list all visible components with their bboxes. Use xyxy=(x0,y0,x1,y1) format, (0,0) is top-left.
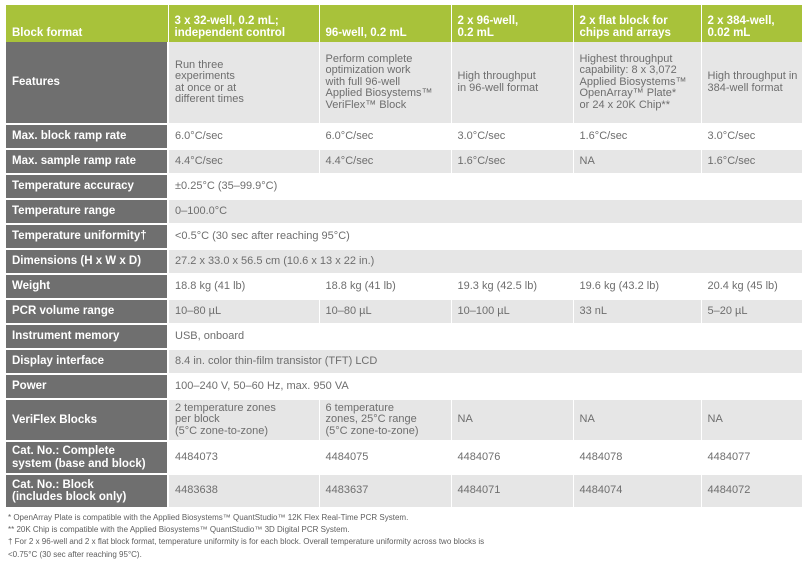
row-label-text: Temperature accuracy xyxy=(12,180,134,193)
row-label-text: Dimensions (H x W x D) xyxy=(12,255,142,268)
table-cell-text: 6.0°C/sec xyxy=(325,129,374,142)
column-header-text: 2 x 96-well, 0.2 mL xyxy=(457,15,519,39)
spanning-value-text: USB, onboard xyxy=(175,329,245,342)
footnotes xyxy=(8,512,788,561)
table-cell xyxy=(319,42,451,124)
table-cell xyxy=(451,42,573,124)
table-cell xyxy=(168,474,319,508)
table-cell xyxy=(451,124,573,149)
table-cell xyxy=(701,124,802,149)
header-corner-text: Block format xyxy=(12,27,83,39)
row-label-text: Cat. No.: Block (includes block only) xyxy=(12,478,127,503)
row-label-text: Max. block ramp rate xyxy=(12,130,127,143)
column-header-text: 3 x 32-well, 0.2 mL; independent control xyxy=(174,15,286,39)
table-cell xyxy=(701,441,802,474)
row-label-text: Instrument memory xyxy=(12,330,120,343)
table-cell-text: High throughput in 384-well format xyxy=(707,70,798,94)
table-row xyxy=(6,274,802,299)
table-row xyxy=(6,349,802,374)
table-cell-text: 4484078 xyxy=(579,450,623,463)
table-cell xyxy=(573,399,701,441)
spanning-value-text: 0–100.0°C xyxy=(175,204,228,217)
spanning-value xyxy=(168,199,802,224)
spec-table xyxy=(6,5,803,509)
table-cell xyxy=(168,124,319,149)
table-row xyxy=(6,199,802,224)
table-cell-text: 4484073 xyxy=(175,450,218,463)
row-label xyxy=(6,124,168,149)
table-cell-text: 2 temperature zones per block (5°C zone-to-zone) xyxy=(175,401,276,437)
row-label-text: Weight xyxy=(12,280,51,293)
table-cell-text: 19.3 kg (42.5 lb) xyxy=(457,279,537,292)
table-cell-text: 1.6°C/sec xyxy=(457,154,506,167)
row-label xyxy=(6,274,168,299)
table-cell xyxy=(319,149,451,174)
table-cell xyxy=(573,149,701,174)
table-cell xyxy=(451,149,573,174)
header-corner xyxy=(6,5,168,42)
table-cell xyxy=(319,299,451,324)
table-cell xyxy=(319,399,451,441)
table-cell xyxy=(319,274,451,299)
table-cell-text: Perform complete optimization work with full 96-well Applied Biosystems™ VeriFlex™ Block xyxy=(325,52,433,111)
table-cell xyxy=(573,474,701,508)
row-label xyxy=(6,474,168,508)
table-row xyxy=(6,124,802,149)
row-label xyxy=(6,374,168,399)
table-cell-text: 4484076 xyxy=(457,450,501,463)
row-label-text: PCR volume range xyxy=(12,305,115,318)
table-cell xyxy=(451,399,573,441)
table-cell-text: 5–20 µL xyxy=(707,304,748,317)
row-label xyxy=(6,324,168,349)
row-label xyxy=(6,249,168,274)
table-cell xyxy=(701,149,802,174)
table-cell-text: 6.0°C/sec xyxy=(175,129,223,142)
row-label xyxy=(6,174,168,199)
column-header-text: 96-well, 0.2 mL xyxy=(325,27,407,39)
table-cell-text: 4.4°C/sec xyxy=(325,154,374,167)
table-cell xyxy=(701,299,802,324)
row-label-text: Max. sample ramp rate xyxy=(12,155,137,168)
table-cell xyxy=(451,474,573,508)
table-cell xyxy=(573,42,701,124)
table-cell-text: 19.6 kg (43.2 lb) xyxy=(579,279,659,292)
spanning-value-text: 100–240 V, 50–60 Hz, max. 950 VA xyxy=(175,379,349,392)
spanning-value xyxy=(168,224,802,249)
row-label-text: Cat. No.: Complete system (base and block) xyxy=(12,445,146,470)
column-header-text: 2 x flat block for chips and arrays xyxy=(579,15,671,39)
row-label-text: VeriFlex Blocks xyxy=(12,413,98,426)
table-cell-text: 4484071 xyxy=(457,484,501,497)
table-cell xyxy=(701,474,802,508)
table-row xyxy=(6,299,802,324)
table-cell-text: 1.6°C/sec xyxy=(707,154,756,167)
table-row xyxy=(6,441,802,474)
table-cell-text: 1.6°C/sec xyxy=(579,129,628,142)
table-row xyxy=(6,42,802,124)
table-cell xyxy=(573,124,701,149)
table-cell xyxy=(451,441,573,474)
table-cell-text: 4484074 xyxy=(579,484,623,497)
spanning-value xyxy=(168,374,802,399)
table-cell-text: 6 temperature zones, 25°C range (5°C zone-to-zone) xyxy=(325,401,419,437)
table-cell-text: 18.8 kg (41 lb) xyxy=(325,279,396,292)
table-cell-text: 4.4°C/sec xyxy=(175,154,223,167)
table-cell-text: 4484075 xyxy=(325,450,369,463)
table-cell xyxy=(573,441,701,474)
spanning-value xyxy=(168,349,802,374)
table-row xyxy=(6,324,802,349)
table-cell xyxy=(168,399,319,441)
row-label-text: Features xyxy=(12,76,60,89)
table-cell xyxy=(451,274,573,299)
spanning-value xyxy=(168,324,802,349)
table-cell-text: NA xyxy=(579,413,595,426)
row-label xyxy=(6,399,168,441)
table-cell xyxy=(573,299,701,324)
table-cell-text: 4484072 xyxy=(707,484,751,497)
table-row xyxy=(6,474,802,508)
spanning-value xyxy=(168,249,802,274)
header-row xyxy=(6,5,802,42)
row-label-text: Temperature range xyxy=(12,205,116,218)
footnote: † For 2 x 96-well and 2 x flat block format, temperature uniformity is for each block. Overall temperature uniformity across two blocks is xyxy=(8,537,485,547)
spanning-value-text: ±0.25°C (35–99.9°C) xyxy=(175,179,278,192)
table-cell-text: 10–80 µL xyxy=(175,304,222,317)
table-cell xyxy=(701,399,802,441)
table-row xyxy=(6,224,802,249)
column-header-text: 2 x 384-well, 0.02 mL xyxy=(707,15,775,39)
footnote: ** 20K Chip is compatible with the Applied Biosystems™ QuantStudio™ 3D Digital PCR System. xyxy=(8,525,350,535)
table-cell-text: 18.8 kg (41 lb) xyxy=(175,279,246,292)
table-cell-text: 4484077 xyxy=(707,450,751,463)
footnote: * OpenArray Plate is compatible with the Applied Biosystems™ QuantStudio™ 12K Flex Real-Time PCR System. xyxy=(8,513,409,522)
table-cell-text: 10–100 µL xyxy=(457,304,510,317)
table-cell xyxy=(319,441,451,474)
table-cell-text: 10–80 µL xyxy=(325,304,372,317)
table-cell-text: Highest throughput capability: 8 x 3,072 Applied Biosystems™ OpenArray™ Plate* or 24 x 20K Chip** xyxy=(579,52,687,111)
column-header xyxy=(451,5,573,42)
table-cell xyxy=(701,274,802,299)
table-row xyxy=(6,149,802,174)
table-cell xyxy=(168,441,319,474)
table-cell xyxy=(319,474,451,508)
table-cell-text: 3.0°C/sec xyxy=(457,129,506,142)
table-cell-text: 4483637 xyxy=(325,484,369,497)
table-cell-text: 33 nL xyxy=(579,304,608,317)
table-cell-text: NA xyxy=(457,413,473,426)
spanning-value-text: 27.2 x 33.0 x 56.5 cm (10.6 x 13 x 22 in.) xyxy=(175,254,375,267)
spanning-value-text: 8.4 in. color thin-film transistor (TFT) LCD xyxy=(175,354,378,367)
row-label xyxy=(6,349,168,374)
table-cell-text: 20.4 kg (45 lb) xyxy=(707,279,778,292)
table-cell xyxy=(451,299,573,324)
table-cell xyxy=(701,42,802,124)
row-label xyxy=(6,149,168,174)
spanning-value-text: <0.5°C (30 sec after reaching 95°C) xyxy=(175,229,350,242)
table-cell-text: NA xyxy=(579,154,595,167)
table-row xyxy=(6,399,802,441)
table-row xyxy=(6,374,802,399)
table-row xyxy=(6,249,802,274)
row-label xyxy=(6,224,168,249)
table-row xyxy=(6,174,802,199)
row-label-text: Display interface xyxy=(12,355,105,368)
table-cell-text: High throughput in 96-well format xyxy=(457,70,539,94)
column-header xyxy=(701,5,802,42)
row-label xyxy=(6,299,168,324)
table-cell-text: 3.0°C/sec xyxy=(707,129,756,142)
row-label xyxy=(6,42,168,124)
table-cell-text: NA xyxy=(707,413,723,426)
table-cell xyxy=(168,42,319,124)
column-header xyxy=(573,5,701,42)
table-cell-text: Run three experiments at once or at different times xyxy=(175,58,244,105)
row-label xyxy=(6,199,168,224)
row-label-text: Temperature uniformity† xyxy=(12,230,147,243)
column-header xyxy=(168,5,319,42)
table-cell xyxy=(168,299,319,324)
table-cell xyxy=(168,149,319,174)
table-cell-text: 4483638 xyxy=(175,484,218,497)
table-cell xyxy=(319,124,451,149)
column-header xyxy=(319,5,451,42)
table-cell xyxy=(168,274,319,299)
footnote: <0.75°C (30 sec after reaching 95°C). xyxy=(8,549,142,559)
row-label xyxy=(6,441,168,474)
spanning-value xyxy=(168,174,802,199)
row-label-text: Power xyxy=(12,380,47,393)
table-cell xyxy=(573,274,701,299)
